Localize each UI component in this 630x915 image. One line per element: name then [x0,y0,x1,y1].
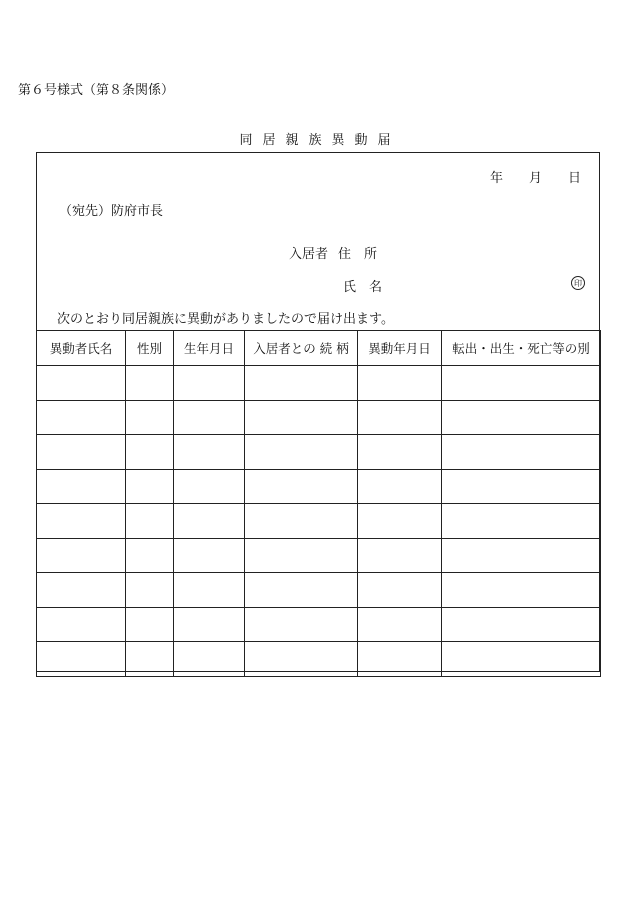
cell-changed-person-name[interactable] [37,504,126,539]
address-label: 住 所 [338,247,378,262]
table-row [37,642,601,677]
table-row [37,435,601,470]
cell-birth-date[interactable] [174,400,245,435]
form-title [0,129,630,148]
title-char: 届 [377,133,391,148]
statement-text: 次のとおり同居親族に異動がありましたので届け出ます。 [57,312,394,327]
seal-icon: 印 [571,276,585,290]
cell-change-date[interactable] [358,366,442,401]
cell-sex[interactable] [126,504,174,539]
cell-changed-person-name[interactable] [37,469,126,504]
cell-sex[interactable] [126,538,174,573]
table-row [37,573,601,608]
cell-relationship[interactable] [245,573,358,608]
cell-birth-date[interactable] [174,366,245,401]
cell-change-date[interactable] [358,538,442,573]
title-char: 同 [239,133,253,148]
cell-birth-date[interactable] [174,607,245,642]
date-day-label: 日 [567,171,581,186]
cell-sex[interactable] [126,642,174,677]
cell-relationship[interactable] [245,435,358,470]
title-char: 居 [262,133,276,148]
form-box [36,152,600,672]
cell-change-type[interactable] [442,366,601,401]
cell-changed-person-name[interactable] [37,538,126,573]
resident-address-field[interactable] [289,243,377,262]
table-row [37,607,601,642]
cell-sex[interactable] [126,435,174,470]
table-row [37,469,601,504]
addressee: （宛先）防府市長 [59,204,164,219]
cell-change-type[interactable] [442,642,601,677]
title-char: 動 [354,133,368,148]
header-sex: 性別 [126,331,174,366]
header-change-date: 異動年月日 [358,331,442,366]
title-char: 異 [331,133,345,148]
cell-change-type[interactable] [442,607,601,642]
cell-changed-person-name[interactable] [37,366,126,401]
cell-sex[interactable] [126,573,174,608]
title-char: 親 [285,133,299,148]
cell-birth-date[interactable] [174,573,245,608]
header-changed-person-name: 異動者氏名 [37,331,126,366]
header-birth-date: 生年月日 [174,331,245,366]
table-row [37,538,601,573]
table-row [37,400,601,435]
change-records-table [36,330,601,677]
cell-relationship[interactable] [245,607,358,642]
cell-change-date[interactable] [358,435,442,470]
cell-changed-person-name[interactable] [37,573,126,608]
cell-sex[interactable] [126,607,174,642]
cell-change-date[interactable] [358,469,442,504]
cell-change-type[interactable] [442,469,601,504]
cell-changed-person-name[interactable] [37,400,126,435]
cell-change-date[interactable] [358,642,442,677]
cell-birth-date[interactable] [174,538,245,573]
table-header-row [37,331,601,366]
cell-change-type[interactable] [442,400,601,435]
cell-change-date[interactable] [358,573,442,608]
cell-change-type[interactable] [442,538,601,573]
cell-changed-person-name[interactable] [37,607,126,642]
table-row [37,366,601,401]
resident-name-field[interactable] [343,276,382,295]
cell-sex[interactable] [126,366,174,401]
cell-birth-date[interactable] [174,469,245,504]
cell-relationship[interactable] [245,504,358,539]
cell-birth-date[interactable] [174,642,245,677]
cell-sex[interactable] [126,400,174,435]
cell-change-type[interactable] [442,435,601,470]
title-char: 族 [308,133,322,148]
form-number: 第６号様式（第８条関係） [18,83,175,98]
cell-change-date[interactable] [358,504,442,539]
cell-change-date[interactable] [358,400,442,435]
date-field[interactable] [490,167,581,186]
cell-changed-person-name[interactable] [37,642,126,677]
header-change-type: 転出・出生・死亡等の別 [442,331,601,366]
table-row [37,504,601,539]
cell-sex[interactable] [126,469,174,504]
cell-relationship[interactable] [245,400,358,435]
cell-birth-date[interactable] [174,435,245,470]
header-relationship: 入居者との 続 柄 [245,331,358,366]
cell-change-date[interactable] [358,607,442,642]
date-year-label: 年 [489,171,503,186]
cell-relationship[interactable] [245,366,358,401]
date-month-label: 月 [528,171,542,186]
cell-relationship[interactable] [245,469,358,504]
cell-change-type[interactable] [442,504,601,539]
cell-birth-date[interactable] [174,504,245,539]
cell-relationship[interactable] [245,642,358,677]
name-label: 氏 名 [343,280,383,295]
cell-relationship[interactable] [245,538,358,573]
cell-changed-person-name[interactable] [37,435,126,470]
cell-change-type[interactable] [442,573,601,608]
resident-role-label: 入居者 [289,247,329,262]
